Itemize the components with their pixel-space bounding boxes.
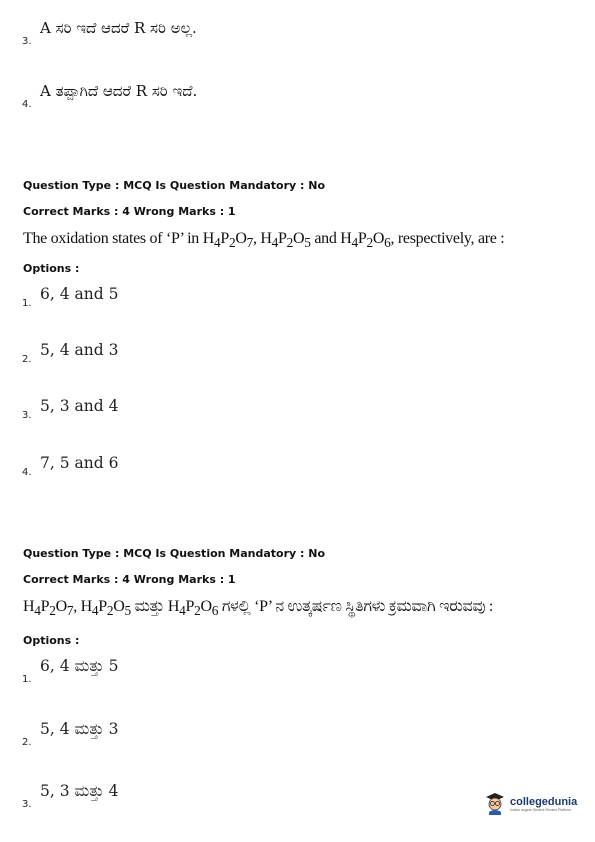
- option-text[interactable]: A ತಪ್ಪಾಗಿದೆ ಆದರೆ R ಸರಿ ಇದೆ.: [40, 82, 198, 100]
- option-number: 3.: [22, 799, 32, 810]
- student-mascot-icon: [484, 791, 506, 819]
- option-text[interactable]: 5, 4 ಮತ್ತು 3: [40, 720, 119, 738]
- option-text[interactable]: 6, 4 ಮತ್ತು 5: [40, 657, 119, 675]
- option-number: 2.: [22, 354, 32, 365]
- option-number: 4.: [22, 99, 32, 110]
- option-number: 4.: [22, 467, 32, 478]
- option-text[interactable]: A ಸರಿ ಇದೆ ಆದರೆ R ಸರಿ ಅಲ್ಲ.: [40, 19, 197, 37]
- collegedunia-logo: [484, 791, 577, 819]
- question-type-line: Question Type : MCQ Is Question Mandatory : No: [23, 547, 326, 560]
- options-label: Options :: [23, 634, 80, 647]
- question-text: $H_4P_2O_7$, $H_4P_2O_5$ ಮತ್ತು $H_4P_2O_6$ ಗಳಲ್ಲಿ ‘P’ ನ ಉತ್ಕರ್ಷಣ ಸ್ಥಿತಿಗಳು ಕ್ರಮವಾಗಿ ಇರುವವು :: [23, 598, 494, 619]
- option-number: 1.: [22, 674, 32, 685]
- marks-line: Correct Marks : 4 Wrong Marks : 1: [23, 573, 236, 586]
- option-text[interactable]: 5, 3 ಮತ್ತು 4: [40, 782, 119, 800]
- option-number: 3.: [22, 36, 32, 47]
- option-text[interactable]: 5, 4 and 3: [40, 341, 119, 359]
- option-number: 1.: [22, 298, 32, 309]
- option-text[interactable]: 5, 3 and 4: [40, 397, 119, 415]
- question-type-line: Question Type : MCQ Is Question Mandatory : No: [23, 179, 326, 192]
- logo-tagline: India's largest Student Review Platform: [510, 808, 571, 813]
- marks-line: Correct Marks : 4 Wrong Marks : 1: [23, 205, 236, 218]
- logo-name: collegedunia: [510, 796, 578, 809]
- option-number: 3.: [22, 410, 32, 421]
- option-text[interactable]: 6, 4 and 5: [40, 285, 119, 303]
- question-text: The oxidation states of ‘P’ in $H_4P_2O_7$, $H_4P_2O_5$ and $H_4P_2O_6$, respectively, are :: [23, 230, 505, 251]
- option-text[interactable]: 7, 5 and 6: [40, 454, 119, 472]
- option-number: 2.: [22, 737, 32, 748]
- options-label: Options :: [23, 262, 80, 275]
